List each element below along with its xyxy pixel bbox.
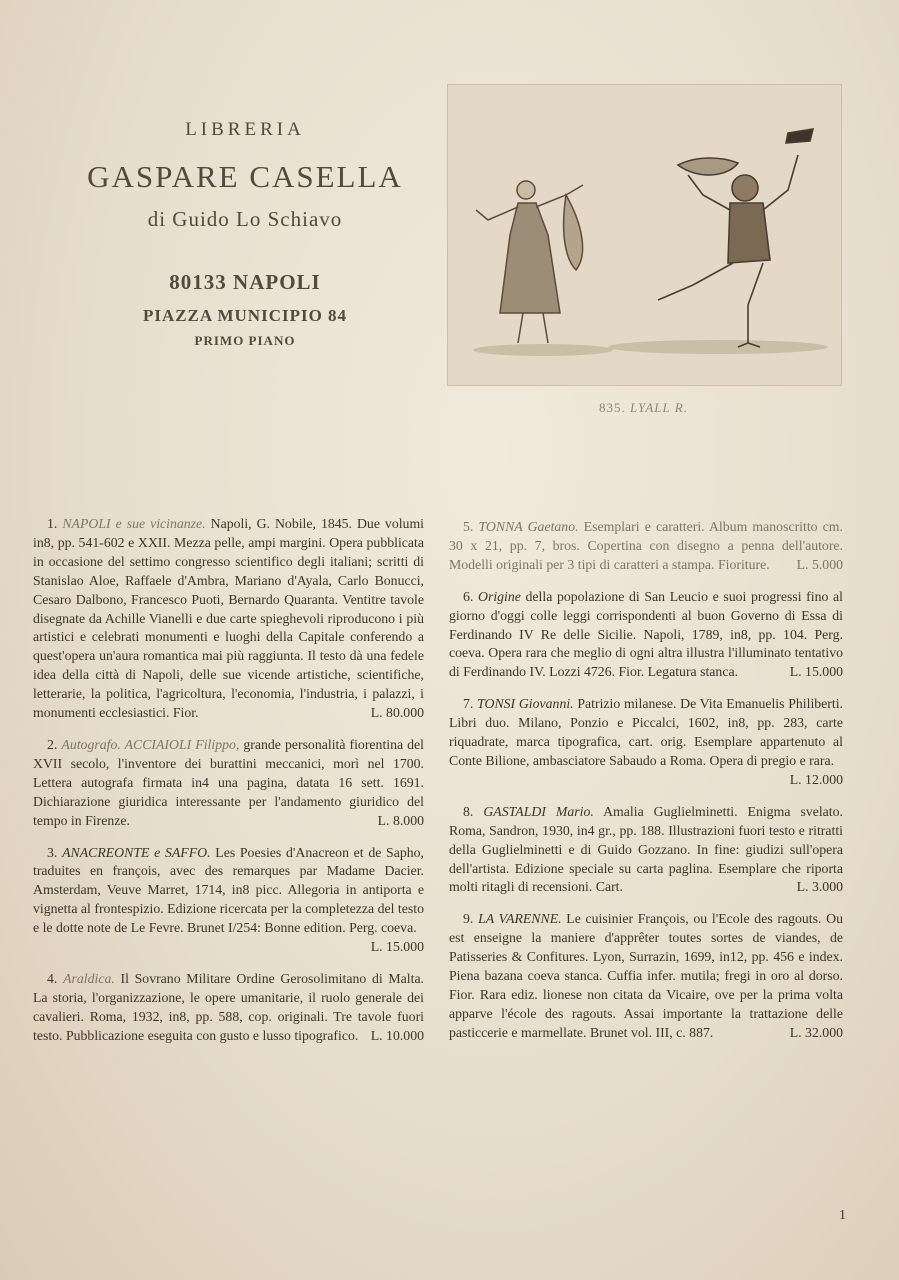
entry-price: L. 15.000 [789,664,843,680]
entry-price: L. 15.000 [370,939,424,955]
entry-text: Esemplari e caratteri. Album manoscritto cm. 30 x 21, pp. 7, bros. Copertina con disegno a penna dell'autore. Modelli originali per 3 tipi di caratteri a stampa. Fioriture. [449,519,843,572]
entry-number: 1. [47,516,58,531]
entry-price: L. 8.000 [377,812,424,828]
illustration-caption [447,400,840,416]
entry-title: LA VARENNE. [478,911,562,927]
entry-number: 5. [463,519,474,534]
address: PIAZZA MUNICIPIO 84 [142,306,348,325]
catalog-entry-3 [33,844,424,957]
entry-text: Les Poesies d'Anacreon et de Sapho, traduites en françois, avec des remarques par Madame Dacier. Amsterdam, Veuve Marret, 1714, in8 picc. Allegoria in antiporta e vignetta al frontespizio. Edizione ricercata per la completezza del testo e le dotte note de Le Fevre. Brunet I/254: Bonne edition. Perg. coeva. [33,844,424,936]
entry-number: 8. [463,803,474,819]
entry-text: Le cuisinier François, ou l'Ecole des ragouts. Ou est enseigne la maniere d'apprêter toutes sortes de viandes, de Patisseries & Confitures. Lyon, Surrazin, 1699, in12, pp. 456 e index. Piena bazana coeva stanca. Cuffia infer. mutila; fregi in oro al dorso. Fior. Rara ediz. lionese non citata da Vicaire, ove per la prima volta apparve l'école des ragouts. Assai importante la trattazione delle pasticcerie e marmellate. Brunet vol. III, c. 887. [449,911,843,1040]
entry-text: della popolazione di San Leucio e suoi progressi fino al giorno d'oggi colle leggi corrispondenti al buon Governo di Essa di Ferdinando IV Re delle Sicilie. Napoli, 1789, in8, pp. 104. Perg. coeva. Opera rara che meglio di ogni altra illustra l'illuminato tentativo di Ferdinando IV. Lozzi 4726. Fior. Legatura stanca. [449,588,843,680]
entry-price: L. 32.000 [789,1024,843,1040]
entry-title: TONNA Gaetano. [478,519,579,534]
catalog-column-left [33,515,424,1059]
entry-price: L. 3.000 [796,879,843,895]
entry-price: L. 10.000 [370,1027,424,1043]
caption-name: LYALL R. [630,400,688,415]
dancers-engraving-icon [448,85,841,385]
entry-number: 2. [47,736,58,752]
entry-number: 9. [463,911,474,927]
floor: PRIMO PIANO [194,333,296,348]
catalog-column-right [449,518,843,1056]
entry-title: Autografo. ACCIAIOLI Filippo, [61,736,240,752]
catalog-entry-6 [449,588,843,683]
owner-name: di Guido Lo Schiavo [147,207,343,231]
entry-title: TONSI Giovanni. [477,696,574,712]
entry-text: Napoli, G. Nobile, 1845. Due volumi in8, pp. 541-602 e XXII. Mezza pelle, ampi margini. Opera pubblicata in occasione del settimo congresso scientifico degli italiani; scritti di Stanislao Aloe, Raffaele d'Ambra, Mariano d'Ayala, Carlo Bonucci, Cesaro Dalbono, Francesco Puoti, Bernardo Quaranta. Ventitre tavole disegnate da Achille Vianelli e due carte spieghevoli riproducono i più artistici e celebrati monumenti e luoghi della Capitale conferendo a quest'opera un'aura romantica mai più raggiunta. Il testo dà una fedele idea della città di Napoli, delle sue vicende artistiche, scientifiche, letterarie, la politica, l'agricoltura, l'economia, l'industria, i palazzi, i monumenti ecclesiastici. Fior. [33,516,425,721]
entry-title: Araldica. [63,970,115,986]
masthead-libreria: LIBRERIA [185,119,305,140]
masthead [40,120,450,347]
entry-number: 3. [47,844,58,860]
catalog-entry-5 [449,518,843,575]
entry-text: Patrizio milanese. De Vita Emanuelis Philiberti. Libri duo. Milano, Ponzio e Piccalci, 1602, in8, pp. 283, carte riquadrate, marca tipografica, cart. orig. Esemplare appartenuto al Conte Bilione, ambasciatore Sabaudo a Roma. Opera di pregio e rara. [449,696,844,768]
entry-number: 6. [463,588,474,604]
entry-price: L. 5.000 [796,556,843,572]
entry-price: L. 12.000 [789,771,843,787]
catalog-entry-2 [33,736,424,831]
catalog-entry-9 [449,910,843,1042]
caption-number: 835. [599,400,626,415]
catalog-entry-8 [449,803,843,898]
entry-text: grande personalità fiorentina del XVII secolo, l'inventore dei burattini meccanici, morì nel 1700. Lettera autografa firmata in4 una pagina, datata 16 sett. 1691. Dichiarazione giuridica interessante per l'andamento giuridico del tempo in Firenze. [33,736,425,828]
entry-price: L. 80.000 [370,705,424,721]
entry-title: Origine [477,588,521,604]
entry-title: GASTALDI Mario. [483,803,594,819]
catalog-entry-7 [449,695,843,790]
catalog-entry-1 [33,515,424,723]
bookshop-name: GASPARE CASELLA [87,159,403,194]
entry-number: 4. [47,970,58,986]
entry-text: Amalia Guglielminetti. Enigma svelato. Roma, Sandron, 1930, in4 gr., pp. 188. Illustrazioni fuori testo e ritratti della Guglielminetti e di Guido Gozzano. In fine: giudizi sull'opera dell'artista. Edizione speciale su carta paglina. Esemplare che riporta molti ritagli di recensioni. Cart. [449,803,843,895]
entry-title: ANACREONTE e SAFFO. [62,844,211,860]
catalog-entry-4 [33,970,424,1046]
page-number: 1 [839,1208,846,1223]
entry-title: NAPOLI e sue vicinanze. [62,516,206,531]
entry-number: 7. [463,696,474,712]
entry-text: Il Sovrano Militare Ordine Gerosolimitano di Malta. La storia, l'organizzazione, le opere umanitarie, il ruolo generale dei cavalieri. Roma, 1932, in8, pp. 588, cop. originali. Tre tavole fuori testo. Pubblicazione eseguita con gusto e lusso tipografico. [33,970,425,1043]
dancers-illustration [447,84,842,386]
city: 80133 NAPOLI [169,270,321,294]
